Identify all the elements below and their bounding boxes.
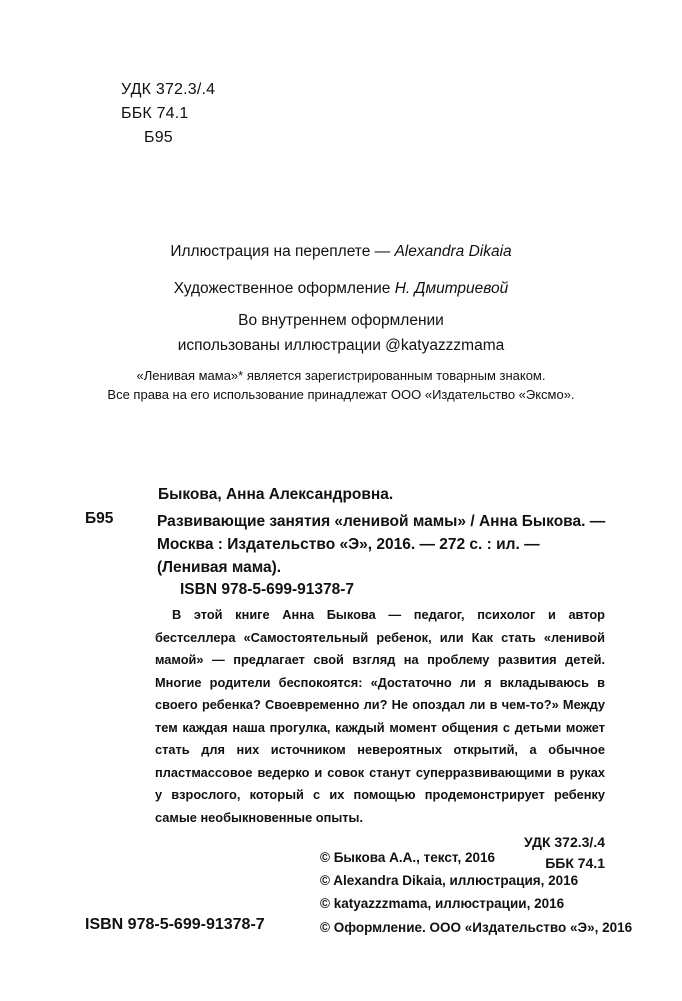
copyright-item-interior-illustrator: © katyazzzmama, иллюстрации, 2016 — [320, 896, 565, 912]
footer-bbk-code: ББК 74.1 — [545, 855, 605, 871]
copyright-item-cover-illustrator: © Alexandra Dikaia, иллюстрация, 2016 — [320, 873, 579, 889]
footer-udk-code: УДК 372.3/.4 — [523, 834, 605, 850]
cover-illustration-credit — [0, 243, 682, 261]
interior-credit-line1: Во внутреннем оформлении — [238, 312, 444, 329]
interior-credit-line2: использованы иллюстрации @katyazzzmama — [177, 337, 505, 354]
annotation-block — [155, 604, 605, 874]
trademark-note-line1: «Ленивая мама»* является зарегистрированным товарным знаком. — [136, 368, 546, 383]
catalog-author: Быкова, Анна Александровна. — [158, 486, 394, 503]
catalog-author-sign: Б95 — [85, 510, 114, 527]
header-codes-block — [121, 78, 215, 150]
cover-illustration-label: Иллюстрация на переплете — — [170, 243, 395, 260]
copyright-item-author: © Быкова А.А., текст, 2016 — [320, 850, 495, 865]
design-credit — [0, 280, 682, 298]
udk-code: УДК 372.3/.4 — [121, 81, 216, 98]
trademark-note-line2: Все права на его использование принадлежат ООО «Издательство «Эксмо». — [107, 387, 575, 402]
design-label: Художественное оформление — [173, 280, 395, 297]
bottom-isbn: ISBN 978-5-699-91378-7 — [85, 916, 265, 933]
copyright-list — [320, 846, 632, 939]
catalog-description: Развивающие занятия «ленивой мамы» / Анна Быкова. — Москва : Издательство «Э», 2016. — 272 с. : ил. — (Ленивая мама). — [157, 513, 606, 576]
copyright-item-publisher: © Оформление. ООО «Издательство «Э», 2016 — [320, 919, 633, 935]
author-sign-code: Б95 — [144, 129, 173, 146]
annotation-text: В этой книге Анна Быкова — педагог, психолог и автор бестселлера «Самостоятельный ребенок, или Как стать «ленивой мамой» — предлагает свой взгляд на проблему развития детей. Многие родители беспокоятся: «Достаточно ли я вкладываюсь в своего ребенка? Своевременно ли? Не опоздал ли в чем-то?» Между тем каждая наша прогулка, каждый момент общения с детьми может стать для них источником невероятных открытий, а обычное пластмассовое ведерко и совок станут суперразвивающими в руках у взрослого, который с их помощью продемонстрирует ребенку самые необыкновенные опыты. — [155, 607, 605, 825]
cover-illustrator-name: Alexandra Dikaia — [394, 243, 512, 260]
designer-name: Н. Дмитриевой — [394, 280, 509, 297]
catalog-isbn: ISBN 978-5-699-91378-7 — [180, 581, 355, 598]
bbk-code: ББК 74.1 — [121, 105, 189, 122]
